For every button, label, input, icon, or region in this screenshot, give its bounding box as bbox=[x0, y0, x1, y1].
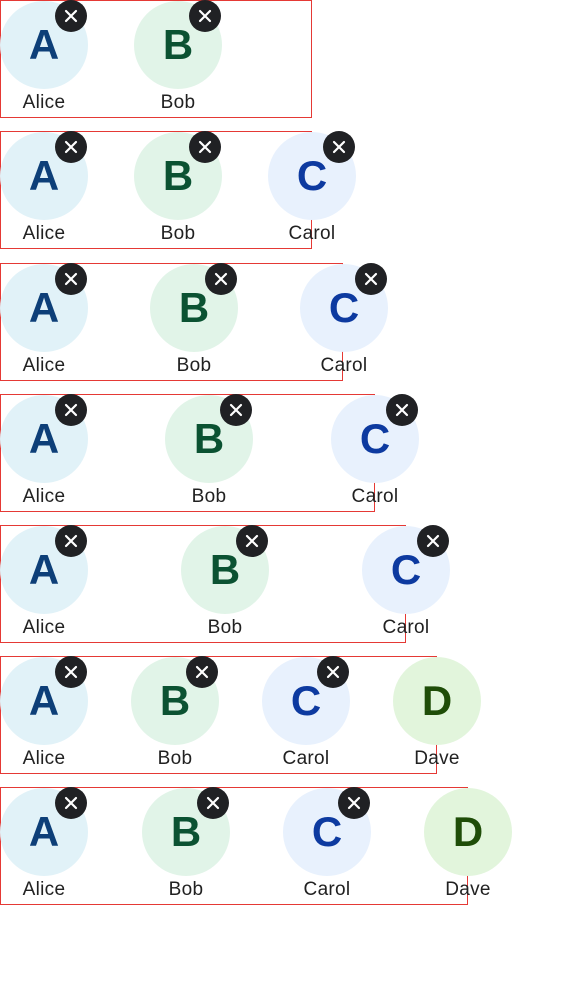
remove-contact-button[interactable] bbox=[417, 525, 449, 557]
remove-contact-button[interactable] bbox=[197, 787, 229, 819]
contact-chip[interactable] bbox=[0, 788, 88, 906]
avatar: B bbox=[150, 264, 238, 352]
contact-strip bbox=[0, 525, 430, 643]
close-icon bbox=[63, 795, 79, 811]
close-icon bbox=[63, 8, 79, 24]
close-icon bbox=[197, 8, 213, 24]
remove-contact-button[interactable] bbox=[55, 656, 87, 688]
contact-name: Carol bbox=[288, 223, 336, 244]
contact-chip[interactable] bbox=[181, 526, 269, 644]
remove-contact-button[interactable] bbox=[205, 263, 237, 295]
avatar: D bbox=[393, 657, 481, 745]
contact-chip[interactable] bbox=[362, 526, 450, 644]
contact-name: Alice bbox=[22, 617, 66, 638]
contact-strip bbox=[0, 656, 460, 774]
contact-chip[interactable] bbox=[300, 264, 388, 382]
contact-chip[interactable] bbox=[331, 395, 419, 513]
avatar: A bbox=[0, 264, 88, 352]
close-icon bbox=[213, 271, 229, 287]
close-icon bbox=[63, 139, 79, 155]
contact-name: Bob bbox=[168, 879, 204, 900]
contact-chip[interactable] bbox=[283, 788, 371, 906]
avatar: C bbox=[331, 395, 419, 483]
contact-chip[interactable] bbox=[150, 264, 238, 382]
contact-chip[interactable] bbox=[165, 395, 253, 513]
avatar: C bbox=[262, 657, 350, 745]
contact-chip[interactable] bbox=[131, 657, 219, 775]
contact-chip[interactable] bbox=[142, 788, 230, 906]
close-icon bbox=[425, 533, 441, 549]
avatar: B bbox=[131, 657, 219, 745]
close-icon bbox=[331, 139, 347, 155]
close-icon bbox=[346, 795, 362, 811]
contact-name: Alice bbox=[22, 748, 66, 769]
contact-strip bbox=[0, 0, 312, 118]
contact-name: Bob bbox=[160, 92, 196, 113]
contact-chip[interactable] bbox=[0, 264, 88, 382]
contact-name: Dave bbox=[445, 879, 491, 900]
remove-contact-button[interactable] bbox=[55, 263, 87, 295]
contact-chip[interactable] bbox=[0, 132, 88, 250]
close-icon bbox=[205, 795, 221, 811]
contact-name: Carol bbox=[320, 355, 368, 376]
avatar: B bbox=[165, 395, 253, 483]
avatar: B bbox=[134, 1, 222, 89]
close-icon bbox=[228, 402, 244, 418]
remove-contact-button[interactable] bbox=[55, 131, 87, 163]
avatar: D bbox=[424, 788, 512, 876]
contact-chip[interactable] bbox=[0, 1, 88, 119]
contact-chip[interactable] bbox=[393, 657, 481, 775]
contact-chip[interactable] bbox=[0, 657, 88, 775]
close-icon bbox=[63, 402, 79, 418]
avatar: C bbox=[268, 132, 356, 220]
contact-name: Bob bbox=[176, 355, 212, 376]
avatar: C bbox=[362, 526, 450, 614]
contact-chip[interactable] bbox=[268, 132, 356, 250]
close-icon bbox=[244, 533, 260, 549]
contact-name: Bob bbox=[157, 748, 193, 769]
close-icon bbox=[394, 402, 410, 418]
close-icon bbox=[194, 664, 210, 680]
contact-strip bbox=[0, 131, 336, 249]
close-icon bbox=[363, 271, 379, 287]
remove-contact-button[interactable] bbox=[236, 525, 268, 557]
remove-contact-button[interactable] bbox=[338, 787, 370, 819]
remove-contact-button[interactable] bbox=[55, 0, 87, 32]
contact-name: Carol bbox=[351, 486, 399, 507]
remove-contact-button[interactable] bbox=[55, 394, 87, 426]
contact-name: Alice bbox=[22, 486, 66, 507]
contact-strip bbox=[0, 394, 399, 512]
remove-contact-button[interactable] bbox=[189, 0, 221, 32]
contact-chip[interactable] bbox=[134, 1, 222, 119]
contact-name: Alice bbox=[22, 355, 66, 376]
remove-contact-button[interactable] bbox=[317, 656, 349, 688]
close-icon bbox=[63, 664, 79, 680]
contact-chip[interactable] bbox=[0, 526, 88, 644]
contact-chip[interactable] bbox=[0, 395, 88, 513]
avatar: B bbox=[142, 788, 230, 876]
contact-name: Carol bbox=[282, 748, 330, 769]
contact-name: Alice bbox=[22, 879, 66, 900]
avatar: B bbox=[181, 526, 269, 614]
contact-strip bbox=[0, 263, 368, 381]
contact-name: Alice bbox=[22, 223, 66, 244]
remove-contact-button[interactable] bbox=[386, 394, 418, 426]
contact-strip bbox=[0, 787, 491, 905]
remove-contact-button[interactable] bbox=[189, 131, 221, 163]
avatar: A bbox=[0, 395, 88, 483]
contact-name: Bob bbox=[160, 223, 196, 244]
remove-contact-button[interactable] bbox=[323, 131, 355, 163]
contact-name: Alice bbox=[22, 92, 66, 113]
close-icon bbox=[197, 139, 213, 155]
avatar: A bbox=[0, 132, 88, 220]
contact-chip[interactable] bbox=[424, 788, 512, 906]
contact-chip[interactable] bbox=[262, 657, 350, 775]
avatar: B bbox=[134, 132, 222, 220]
contact-name: Carol bbox=[382, 617, 430, 638]
remove-contact-button[interactable] bbox=[186, 656, 218, 688]
remove-contact-button[interactable] bbox=[355, 263, 387, 295]
close-icon bbox=[63, 533, 79, 549]
avatar: A bbox=[0, 788, 88, 876]
avatar: A bbox=[0, 657, 88, 745]
contact-name: Bob bbox=[191, 486, 227, 507]
remove-contact-button[interactable] bbox=[220, 394, 252, 426]
avatar: C bbox=[283, 788, 371, 876]
contact-name: Bob bbox=[207, 617, 243, 638]
close-icon bbox=[325, 664, 341, 680]
close-icon bbox=[63, 271, 79, 287]
avatar: A bbox=[0, 1, 88, 89]
remove-contact-button[interactable] bbox=[55, 525, 87, 557]
contact-name: Carol bbox=[303, 879, 351, 900]
remove-contact-button[interactable] bbox=[55, 787, 87, 819]
avatar: C bbox=[300, 264, 388, 352]
avatar: A bbox=[0, 526, 88, 614]
contact-name: Dave bbox=[414, 748, 460, 769]
contact-chip[interactable] bbox=[134, 132, 222, 250]
